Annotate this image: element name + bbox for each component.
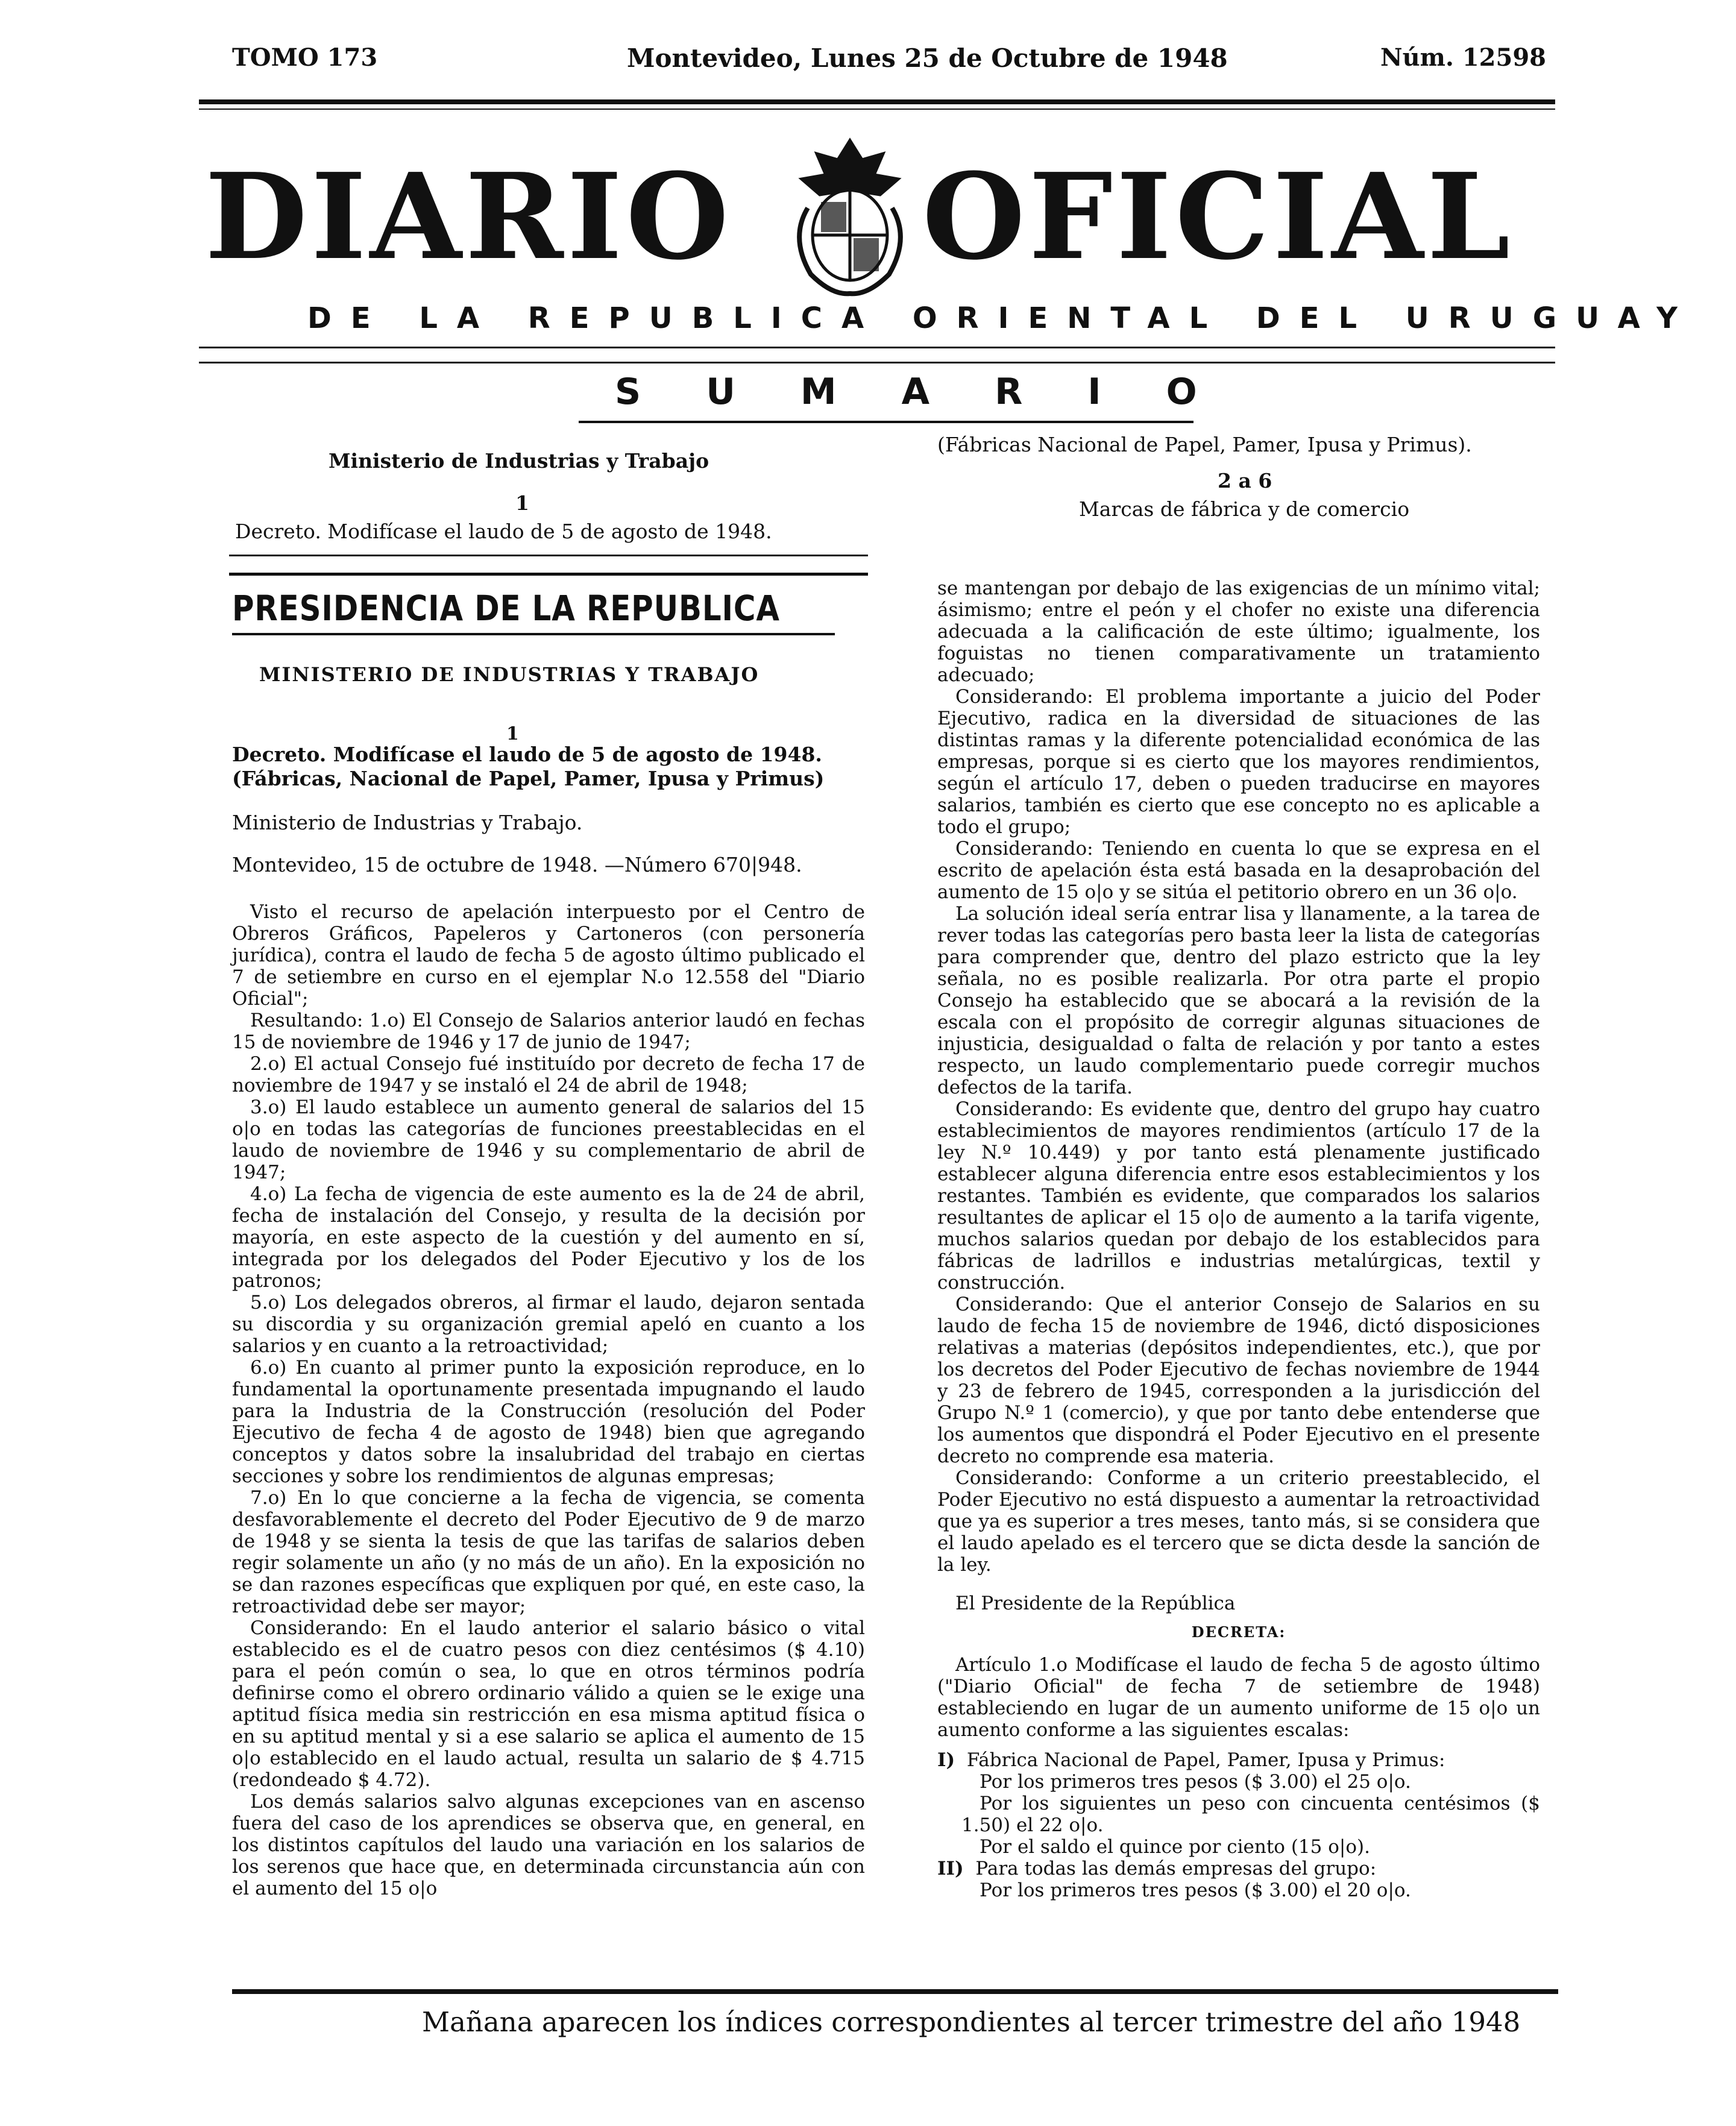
item-1a: Por los primeros tres pesos ($ 3.00) el 25 o|o. [980, 1771, 1411, 1793]
paragraph: Considerando: El problema importante a juicio del Poder Ejecutivo, radica en la diversidad de situaciones de las distintas ramas y la diferente potencialidad económica de las empresas, porque si es cierto que los mayores rendimientos, según el artículo 17, deben o pueden traducirse en mayores salarios, también es cierto que ese concepto no es aplicable a todo el grupo; [937, 686, 1540, 838]
item-2 [937, 1858, 1540, 1879]
paragraph: 3.o) El laudo establece un aumento general de salarios del 15 o|o en todas las categorías de funciones preestablecidas en el laudo de noviembre de 1946 y su complementario de abril de 1947; [232, 1096, 865, 1183]
paragraph: Resultando: 1.o) El Consejo de Salarios anterior laudó en fechas 15 de noviembre de 1946 y 17 de junio de 1947; [232, 1010, 865, 1053]
section-title-underline [232, 633, 835, 635]
item-2-label: II) [937, 1858, 964, 1879]
coat-of-arms-icon [784, 136, 916, 298]
item-1-label: I) [937, 1749, 955, 1771]
sumario-right-item: Marcas de fábrica y de comercio [1079, 497, 1410, 521]
masthead-subtitle: DE LA REPUBLICA ORIENTAL DEL URUGUAY [307, 301, 1697, 335]
article-1: Artículo 1.o Modifícase el laudo de fecha 5 de agosto último ("Diario Oficial" de fecha 7 de setiembre de 1948) estableciendo en lugar de un aumento uniforme de 15 o|o un aumento conforme a las siguientes escalas: [937, 1654, 1540, 1741]
date-line: Montevideo, 15 de octubre de 1948. —Número 670|948. [232, 853, 802, 876]
top-rule-thin [199, 109, 1555, 110]
section-title: PRESIDENCIA DE LA REPUBLICA [232, 588, 780, 629]
paragraph: Considerando: En el laudo anterior el salario básico o vital establecido es el de cuatro pesos con diez centésimos ($ 4.10) para el peón común o sea, lo que en otros términos podría definirse como el obrero ordinario válido a quien se le exige una aptitud física media sin restricción en esa misma aptitud física o en su aptitud mental y si a ese salario se aplica el aumento de 15 o|o establecido en el laudo actual, resulta un salario de $ 4.715 (redondeado $ 4.72). [232, 1617, 865, 1791]
item-1-title: Fábrica Nacional de Papel, Pamer, Ipusa y Primus: [966, 1749, 1445, 1771]
masthead-title-right: OFICIAL [922, 148, 1514, 286]
sumario-right-line1: (Fábricas Nacional de Papel, Pamer, Ipusa y Primus). [937, 433, 1472, 456]
left-column [232, 901, 865, 1899]
item-2-title: Para todas las demás empresas del grupo: [975, 1858, 1377, 1879]
paragraph: La solución ideal sería entrar lisa y llanamente, a la tarea de rever todas las categorías pero basta leer la lista de categorías para comprender que, dentro del plazo estricto que la ley señala, no es posible realizarla. Por otra parte el propio Consejo ha establecido que se abocará a la revisión de la escala con el propósito de corregir algunas situaciones de injusticia, desigualdad o falta de relación y por tanto a estes respecto, un laudo complementario puede corregir muchos defectos de la tarifa. [937, 903, 1540, 1098]
sumario-left-ministry: Ministerio de Industrias y Trabajo [329, 449, 709, 473]
paragraph: Visto el recurso de apelación interpuesto por el Centro de Obreros Gráficos, Papeleros y Cartoneros (con personería jurídica), contra el laudo de fecha 5 de agosto último publicado el 7 de setiembre en curso en el ejemplar N.o 12.558 del "Diario Oficial"; [232, 901, 865, 1010]
paragraph: 7.o) En lo que concierne a la fecha de vigencia, se comenta desfavorablemente el decreto del Poder Ejecutivo de 9 de marzo de 1948 y se sienta la tesis de que las tarifas de salarios deben regir solamente un año (y no más de un año). En la exposición no se dan razones específicas que expliquen por qué, en este caso, la retroactividad debe ser mayor; [232, 1487, 865, 1617]
sumario-left-num: 1 [515, 491, 529, 515]
right-column [937, 577, 1540, 1901]
item-1 [937, 1749, 1540, 1771]
issue-number: Núm. 12598 [1380, 43, 1546, 72]
sumario-left-item: Decreto. Modifícase el laudo de 5 de agosto de 1948. [235, 520, 772, 543]
paragraph: Considerando: Teniendo en cuenta lo que se expresa en el escrito de apelación ésta está basada en la desaprobación del aumento de 15 o|o y se sitúa el petitorio obrero en un 36 o|o. [937, 838, 1540, 903]
president-line: El Presidente de la República [955, 1593, 1236, 1614]
section-rule-left [229, 555, 868, 556]
section-rule-left-2 [229, 573, 868, 576]
tomo-label: TOMO 173 [232, 43, 378, 72]
masthead-title-left: DIARIO [205, 148, 733, 286]
paragraph: 5.o) Los delegados obreros, al firmar el laudo, dejaron sentada su discordia y su organización gremial apeló en cuanto a los salarios y en cuanto a la retroactividad; [232, 1292, 865, 1357]
subtitle-rule [199, 347, 1555, 348]
item-2a: Por los primeros tres pesos ($ 3.00) el 20 o|o. [980, 1879, 1411, 1901]
sumario-underline [579, 421, 1194, 423]
paragraph: 6.o) En cuanto al primer punto la exposición reproduce, en lo fundamental la oportunamente presentada impugnando el laudo para la Industria de la Construcción (resolución del Poder Ejecutivo de fecha 4 de agosto de 1948) bien que agregando conceptos y datos sobre la insalubridad del trabajo en ciertas secciones y sobre los rendimientos de algunas empresas; [232, 1357, 865, 1487]
item-1b: Por los siguientes un peso con cincuenta centésimos ($ 1.50) el 22 o|o. [961, 1793, 1540, 1836]
paragraph: se mantengan por debajo de las exigencias de un mínimo vital; ásimismo; entre el peón y el chofer no existe una diferencia adecuada a la calificación de este último; igualmente, los foguistas no tienen comparativamente un tratamiento adecuado; [937, 577, 1540, 686]
sumario-right-num: 2 a 6 [1218, 469, 1272, 492]
decree-number: 1 [506, 723, 519, 744]
paragraph: 2.o) El actual Consejo fué instituído por decreto de fecha 17 de noviembre de 1947 y se instaló el 24 de abril de 1948; [232, 1053, 865, 1096]
paragraph: Considerando: Que el anterior Consejo de Salarios en su laudo de fecha 15 de noviembre de 1946, dictó disposiciones relativas a materias (depósitos independientes, etc.), que por los decretos del Poder Ejecutivo de fechas noviembre de 1944 y 23 de febrero de 1945, corresponden a la jurisdicción del Grupo N.º 1 (comercio), y que por tanto debe entenderse que los aumentos que dispondrá el Poder Ejecutivo en el presente decreto no comprende esa materia. [937, 1294, 1540, 1467]
paragraph: Considerando: Es evidente que, dentro del grupo hay cuatro establecimientos de mayores rendimientos (artículo 17 de la ley N.º 10.449) y por tanto está plenamente justificado establecer alguna diferencia entre esos establecimientos y los restantes. También es evidente, que comparados los salarios resultantes de aplicar el 15 o|o de aumento a la tarifa vigente, muchos salarios quedan por debajo de los establecidos para fábricas de ladrillos e industrias metalúrgicas, textil y construcción. [937, 1098, 1540, 1294]
decreta-label: DECRETA: [1191, 1623, 1286, 1641]
decree-title: Decreto. Modifícase el laudo de 5 de agosto de 1948. (Fábricas, Nacional de Papel, Pamer, Ipusa y Primus) [232, 743, 825, 790]
item-1c: Por el saldo el quince por ciento (15 o|o). [980, 1836, 1370, 1858]
subtitle-rule-2 [199, 362, 1555, 363]
sumario-heading: SUMARIO [615, 371, 1262, 413]
footer-notice: Mañana aparecen los índices correspondientes al tercer trimestre del año 1948 [422, 2006, 1521, 2038]
paragraph: Considerando: Conforme a un criterio preestablecido, el Poder Ejecutivo no está dispuesto a aumentar la retroactividad que ya es superior a tres meses, tanto más, si se considera que el laudo apelado es el tercero que se dicta desde la sanción de la ley. [937, 1467, 1540, 1576]
section-ministry: MINISTERIO DE INDUSTRIAS Y TRABAJO [259, 663, 760, 686]
masthead [205, 127, 1555, 307]
paragraph: 4.o) La fecha de vigencia de este aumento es la de 24 de abril, fecha de instalación del Consejo, y resulta de la decisión por mayoría, en este aspecto de la cuestión y del aumento en sí, integrada por los delegados del Poder Ejecutivo y los de los patronos; [232, 1183, 865, 1292]
bottom-rule [232, 1989, 1558, 1994]
top-rule [199, 99, 1555, 104]
ministry-line: Ministerio de Industrias y Trabajo. [232, 811, 583, 834]
paragraph: Los demás salarios salvo algunas excepciones van en ascenso fuera del caso de los aprendices se observa que, en general, en los distintos capítulos del laudo una variación en los salarios de los serenos que hace que, en determinada circunstancia aún con el aumento del 15 o|o [232, 1791, 865, 1899]
dateline: Montevideo, Lunes 25 de Octubre de 1948 [627, 43, 1228, 73]
